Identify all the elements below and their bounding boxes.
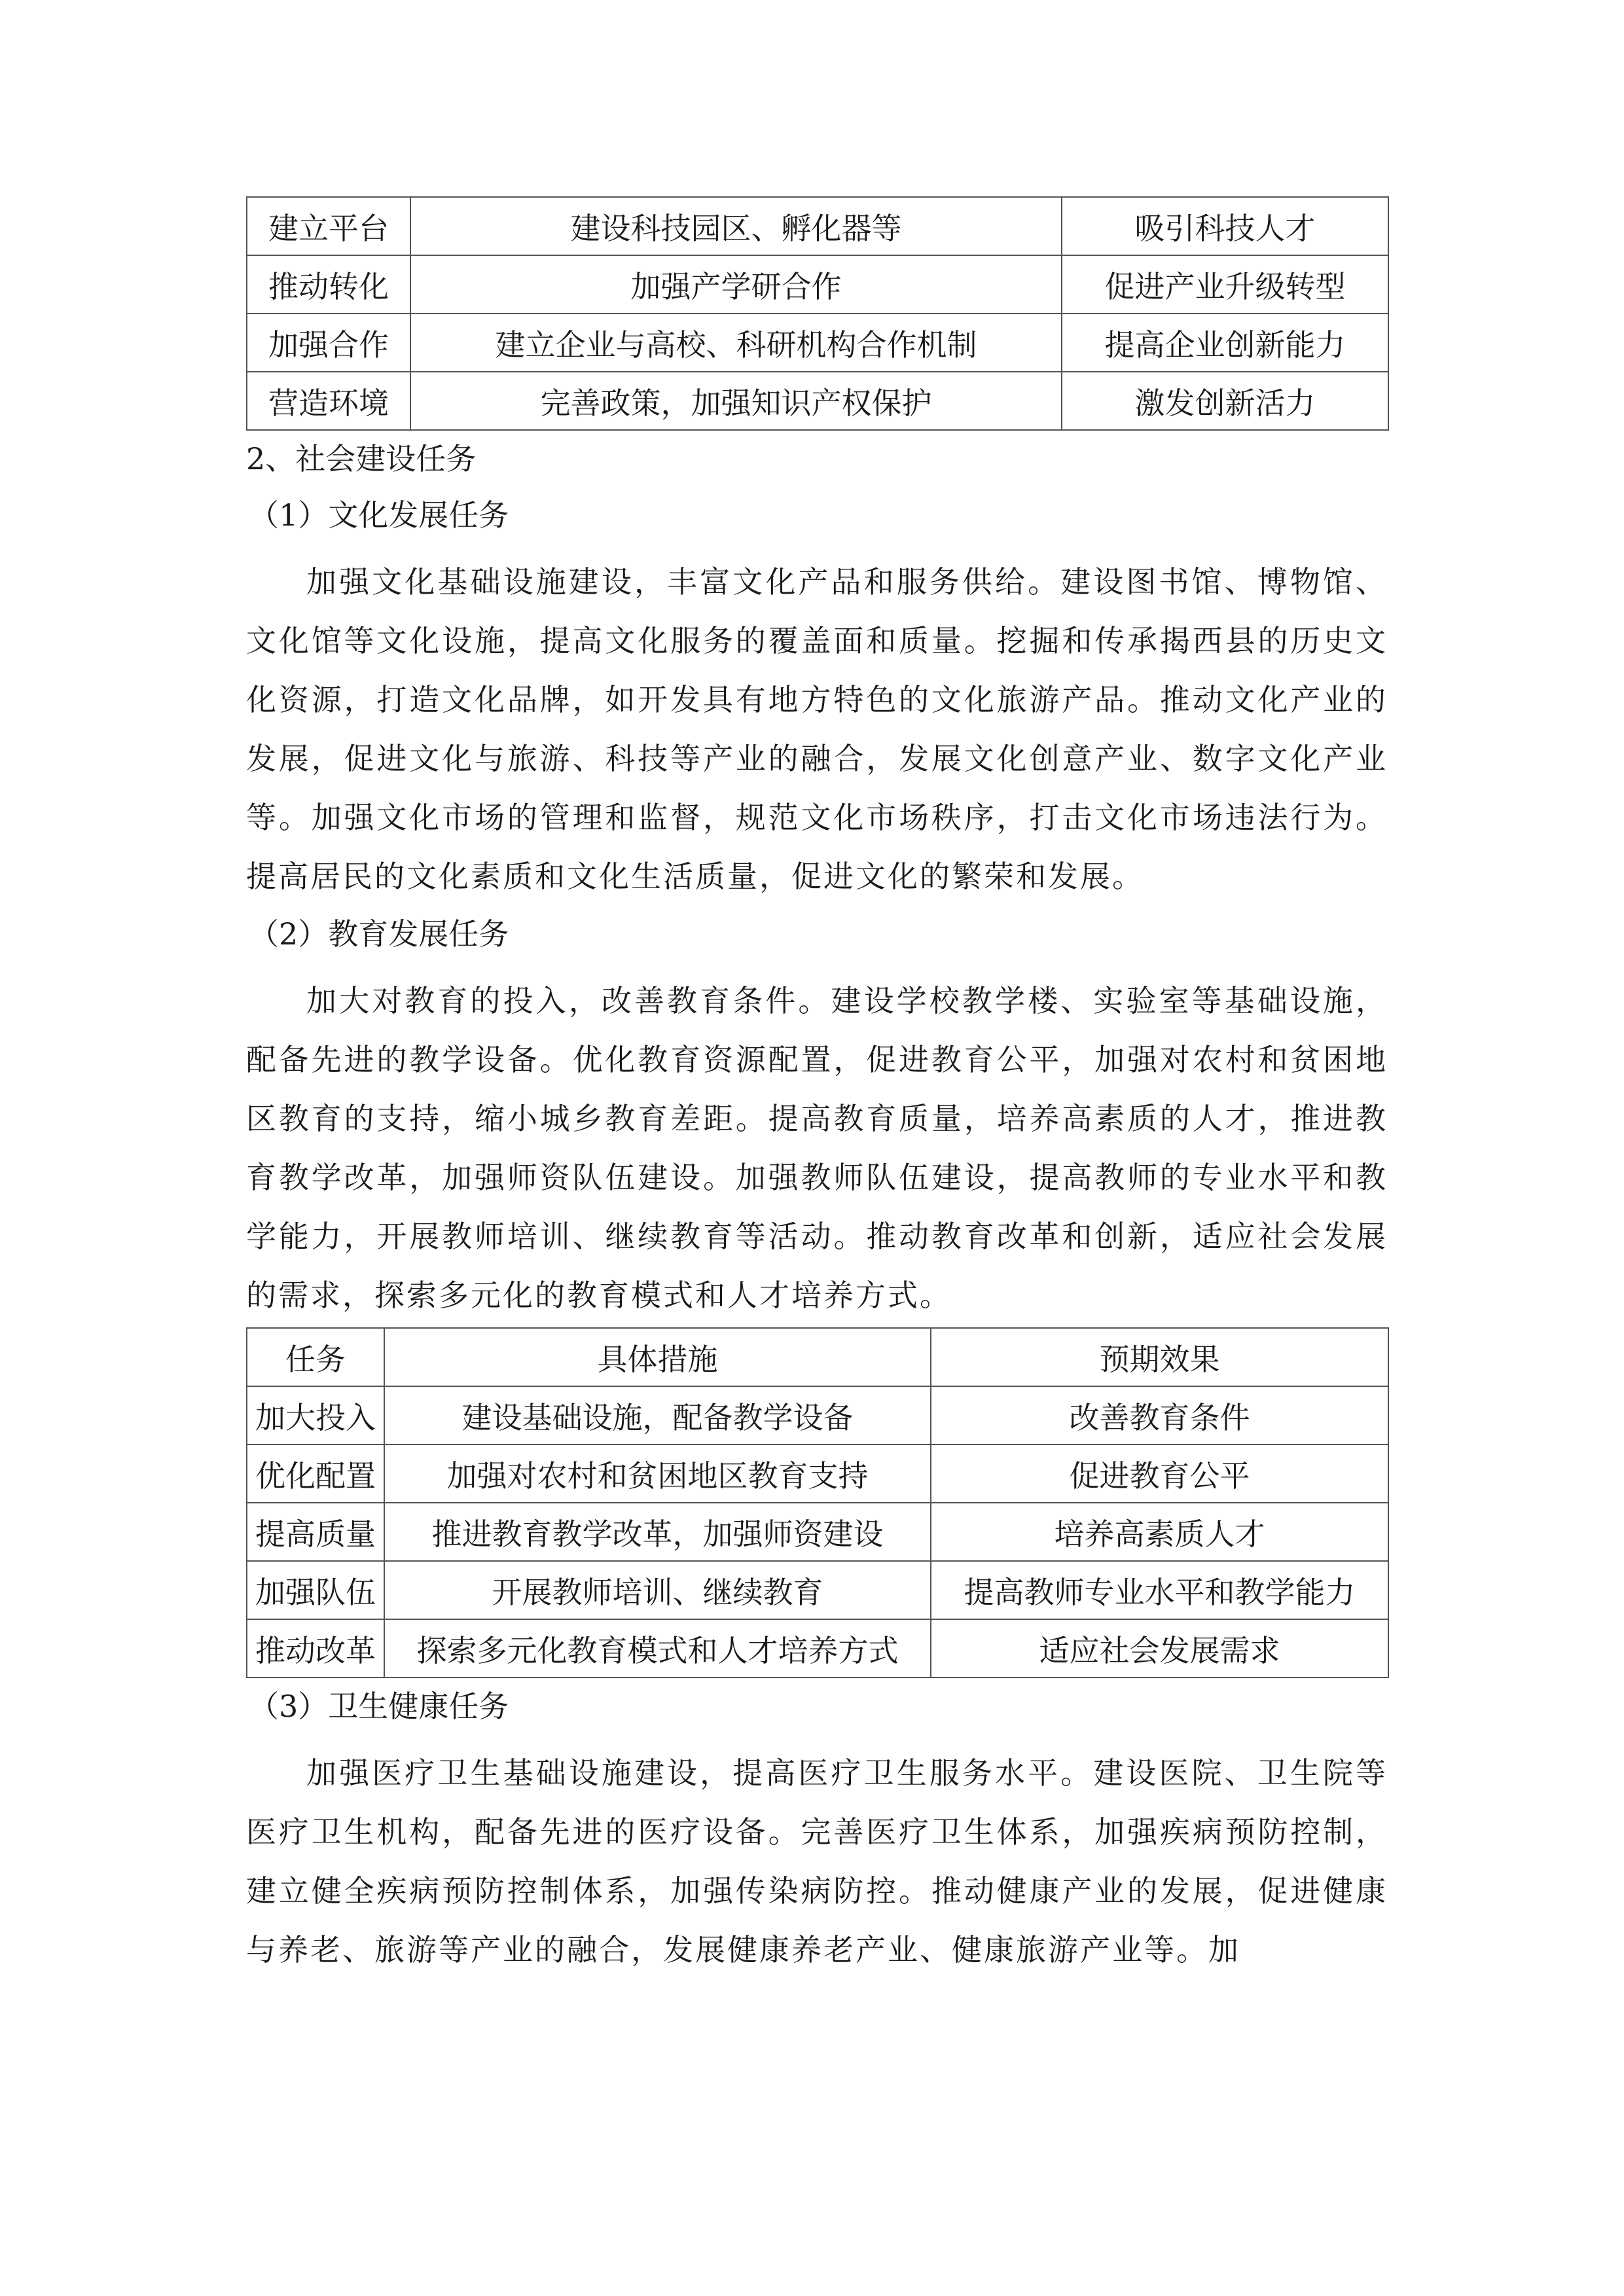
table-cell: 推进教育教学改革，加强师资建设 (384, 1503, 931, 1561)
table-cell: 优化配置 (247, 1444, 384, 1503)
table-cell: 改善教育条件 (931, 1386, 1388, 1444)
table-cell: 建立平台 (247, 197, 410, 255)
table-cell: 建设科技园区、孵化器等 (410, 197, 1062, 255)
table-cell: 促进产业升级转型 (1062, 255, 1388, 314)
table-header-cell: 任务 (247, 1328, 384, 1386)
table-cell: 提高质量 (247, 1503, 384, 1561)
table-cell: 加大投入 (247, 1386, 384, 1444)
table-row (247, 372, 1388, 430)
education-table (246, 1327, 1389, 1678)
subsection-heading-health: （3）卫生健康任务 (249, 1689, 509, 1724)
table-cell: 适应社会发展需求 (931, 1619, 1388, 1677)
table-header-row (247, 1328, 1388, 1386)
table-header-cell: 预期效果 (931, 1328, 1388, 1386)
table-row (247, 197, 1388, 255)
education-paragraph: 加大对教育的投入，改善教育条件。建设学校教学楼、实验室等基础设施，配备先进的教学设备。优化教育资源配置，促进教育公平，加强对农村和贫困地区教育的支持，缩小城乡教育差距。提高教育质量，培养高素质的人才，推进教育教学改革，加强师资队伍建设。加强教师队伍建设，提高教师的专业水平和教学能力，开展教师培训、继续教育等活动。推动教育改革和创新，适应社会发展的需求，探索多元化的教育模式和人才培养方式。 (246, 983, 1388, 1313)
table-cell: 开展教师培训、继续教育 (384, 1561, 931, 1619)
table-cell: 推动改革 (247, 1619, 384, 1677)
table-cell: 加强队伍 (247, 1561, 384, 1619)
table-cell: 建设基础设施，配备教学设备 (384, 1386, 931, 1444)
table-row (247, 1503, 1388, 1561)
table-row (247, 1386, 1388, 1444)
table-cell: 促进教育公平 (931, 1444, 1388, 1503)
culture-paragraph: 加强文化基础设施建设，丰富文化产品和服务供给。建设图书馆、博物馆、文化馆等文化设施，提高文化服务的覆盖面和质量。挖掘和传承揭西县的历史文化资源，打造文化品牌，如开发具有地方特色的文化旅游产品。推动文化产业的发展，促进文化与旅游、科技等产业的融合，发展文化创意产业、数字文化产业等。加强文化市场的管理和监督，规范文化市场秩序，打击文化市场违法行为。提高居民的文化素质和文化生活质量，促进文化的繁荣和发展。 (246, 564, 1388, 894)
table-row (247, 255, 1388, 314)
document-page (246, 196, 1388, 1979)
table-cell: 加强对农村和贫困地区教育支持 (384, 1444, 931, 1503)
health-paragraph: 加强医疗卫生基础设施建设，提高医疗卫生服务水平。建设医院、卫生院等医疗卫生机构，配备先进的医疗设备。完善医疗卫生体系，加强疾病预防控制，建立健全疾病预防控制体系，加强传染病防控。推动健康产业的发展，促进健康与养老、旅游等产业的融合，发展健康养老产业、健康旅游产业等。加 (246, 1755, 1388, 1967)
table-cell: 提高企业创新能力 (1062, 314, 1388, 372)
table-cell: 吸引科技人才 (1062, 197, 1388, 255)
table-row (247, 1444, 1388, 1503)
table-cell: 探索多元化教育模式和人才培养方式 (384, 1619, 931, 1677)
table-cell: 推动转化 (247, 255, 410, 314)
table-cell: 激发创新活力 (1062, 372, 1388, 430)
table-row (247, 314, 1388, 372)
table-row (247, 1561, 1388, 1619)
table-cell: 加强合作 (247, 314, 410, 372)
subsection-heading-education: （2）教育发展任务 (249, 916, 509, 952)
table-cell: 加强产学研合作 (410, 255, 1062, 314)
table-cell: 建立企业与高校、科研机构合作机制 (410, 314, 1062, 372)
table-cell: 培养高素质人才 (931, 1503, 1388, 1561)
subsection-heading-culture: （1）文化发展任务 (249, 497, 509, 533)
table-cell: 完善政策，加强知识产权保护 (410, 372, 1062, 430)
table-header-cell: 具体措施 (384, 1328, 931, 1386)
section-heading: 2、社会建设任务 (246, 441, 477, 476)
table-cell: 提高教师专业水平和教学能力 (931, 1561, 1388, 1619)
innovation-table (246, 196, 1389, 431)
table-cell: 营造环境 (247, 372, 410, 430)
table-row (247, 1619, 1388, 1677)
